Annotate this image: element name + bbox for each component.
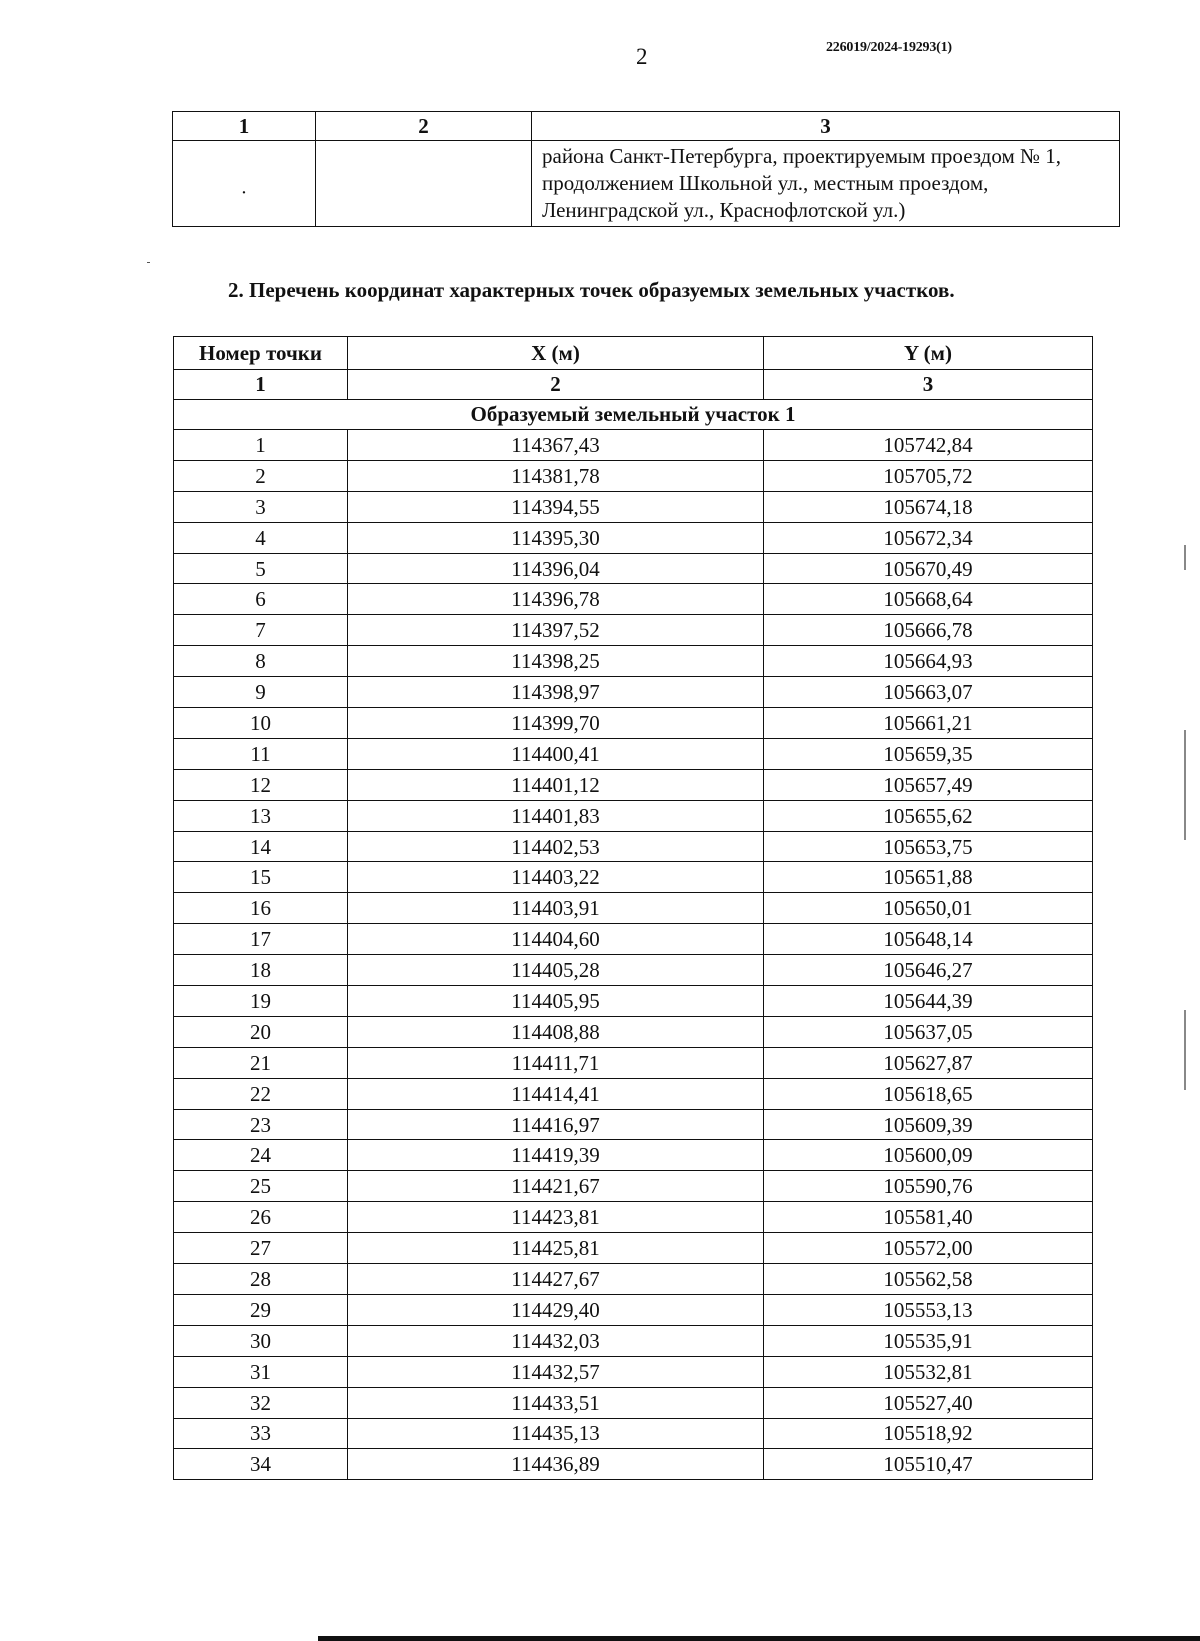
table-row <box>174 1109 1093 1140</box>
plot-title-row <box>174 400 1093 430</box>
scan-edge-mark <box>1184 545 1186 570</box>
table-row <box>174 553 1093 584</box>
x-coordinate-cell: 114402,53 <box>348 831 764 862</box>
x-coordinate-cell: 114411,71 <box>348 1047 764 1078</box>
point-number-cell: 13 <box>174 800 348 831</box>
document-code: 226019/2024-19293(1) <box>826 40 952 55</box>
continuation-text: района Санкт-Петербурга, проектируемым проездом № 1, продолжением Школьной ул., местным проездом, Ленинградской ул., Краснофлотской ул.) <box>532 141 1120 227</box>
y-coordinate-cell: 105659,35 <box>764 738 1093 769</box>
column-index-1: 1 <box>174 370 348 400</box>
header-x: X (м) <box>348 337 764 370</box>
empty-cell <box>316 141 532 227</box>
header-row <box>174 337 1093 370</box>
table-row <box>174 491 1093 522</box>
y-coordinate-cell: 105646,27 <box>764 955 1093 986</box>
point-number-cell: 25 <box>174 1171 348 1202</box>
scan-edge-mark <box>1184 730 1186 840</box>
table-row <box>174 862 1093 893</box>
y-coordinate-cell: 105562,58 <box>764 1264 1093 1295</box>
table-row <box>174 460 1093 491</box>
point-number-cell: 22 <box>174 1078 348 1109</box>
y-coordinate-cell: 105644,39 <box>764 986 1093 1017</box>
column-index-2: 2 <box>316 112 532 141</box>
x-coordinate-cell: 114403,22 <box>348 862 764 893</box>
x-coordinate-cell: 114403,91 <box>348 893 764 924</box>
y-coordinate-cell: 105670,49 <box>764 553 1093 584</box>
x-coordinate-cell: 114396,04 <box>348 553 764 584</box>
y-coordinate-cell: 105581,40 <box>764 1202 1093 1233</box>
table-row <box>174 1449 1093 1480</box>
table-row <box>174 430 1093 461</box>
x-coordinate-cell: 114408,88 <box>348 1016 764 1047</box>
table-row <box>174 584 1093 615</box>
empty-cell: · <box>173 141 316 227</box>
point-number-cell: 8 <box>174 646 348 677</box>
point-number-cell: 11 <box>174 738 348 769</box>
table-row <box>174 769 1093 800</box>
x-coordinate-cell: 114416,97 <box>348 1109 764 1140</box>
x-coordinate-cell: 114433,51 <box>348 1387 764 1418</box>
section-heading: 2. Перечень координат характерных точек образуемых земельных участков. <box>228 278 955 302</box>
table-row <box>174 1387 1093 1418</box>
point-number-cell: 28 <box>174 1264 348 1295</box>
column-index-row <box>174 370 1093 400</box>
margin-mark <box>147 262 150 263</box>
y-coordinate-cell: 105637,05 <box>764 1016 1093 1047</box>
y-coordinate-cell: 105627,87 <box>764 1047 1093 1078</box>
table-row <box>174 738 1093 769</box>
table-row <box>174 986 1093 1017</box>
scan-edge-mark <box>1184 1010 1186 1090</box>
x-coordinate-cell: 114381,78 <box>348 460 764 491</box>
y-coordinate-cell: 105572,00 <box>764 1233 1093 1264</box>
point-number-cell: 14 <box>174 831 348 862</box>
point-number-cell: 27 <box>174 1233 348 1264</box>
table-row <box>174 1202 1093 1233</box>
x-coordinate-cell: 114405,95 <box>348 986 764 1017</box>
point-number-cell: 1 <box>174 430 348 461</box>
y-coordinate-cell: 105672,34 <box>764 522 1093 553</box>
table-row <box>174 1294 1093 1325</box>
table-row <box>174 1078 1093 1109</box>
y-coordinate-cell: 105666,78 <box>764 615 1093 646</box>
x-coordinate-cell: 114419,39 <box>348 1140 764 1171</box>
x-coordinate-cell: 114394,55 <box>348 491 764 522</box>
page-number: 2 <box>636 44 648 69</box>
x-coordinate-cell: 114398,97 <box>348 677 764 708</box>
x-coordinate-cell: 114400,41 <box>348 738 764 769</box>
column-index-3: 3 <box>764 370 1093 400</box>
point-number-cell: 19 <box>174 986 348 1017</box>
point-number-cell: 31 <box>174 1356 348 1387</box>
x-coordinate-cell: 114425,81 <box>348 1233 764 1264</box>
x-coordinate-cell: 114435,13 <box>348 1418 764 1449</box>
continuation-table <box>172 111 1120 227</box>
continuation-row <box>173 141 1120 227</box>
x-coordinate-cell: 114436,89 <box>348 1449 764 1480</box>
y-coordinate-cell: 105518,92 <box>764 1418 1093 1449</box>
y-coordinate-cell: 105590,76 <box>764 1171 1093 1202</box>
point-number-cell: 20 <box>174 1016 348 1047</box>
table-row <box>174 646 1093 677</box>
x-coordinate-cell: 114397,52 <box>348 615 764 646</box>
y-coordinate-cell: 105674,18 <box>764 491 1093 522</box>
table-row <box>174 1356 1093 1387</box>
table-row <box>174 708 1093 739</box>
point-number-cell: 24 <box>174 1140 348 1171</box>
y-coordinate-cell: 105553,13 <box>764 1294 1093 1325</box>
x-coordinate-cell: 114414,41 <box>348 1078 764 1109</box>
point-number-cell: 33 <box>174 1418 348 1449</box>
y-coordinate-cell: 105655,62 <box>764 800 1093 831</box>
point-number-cell: 16 <box>174 893 348 924</box>
point-number-cell: 6 <box>174 584 348 615</box>
x-coordinate-cell: 114432,03 <box>348 1325 764 1356</box>
point-number-cell: 34 <box>174 1449 348 1480</box>
x-coordinate-cell: 114395,30 <box>348 522 764 553</box>
x-coordinate-cell: 114421,67 <box>348 1171 764 1202</box>
point-number-cell: 9 <box>174 677 348 708</box>
point-number-cell: 17 <box>174 924 348 955</box>
point-number-cell: 7 <box>174 615 348 646</box>
point-number-cell: 23 <box>174 1109 348 1140</box>
x-coordinate-cell: 114405,28 <box>348 955 764 986</box>
x-coordinate-cell: 114427,67 <box>348 1264 764 1295</box>
x-coordinate-cell: 114398,25 <box>348 646 764 677</box>
y-coordinate-cell: 105664,93 <box>764 646 1093 677</box>
y-coordinate-cell: 105653,75 <box>764 831 1093 862</box>
header-point-number: Номер точки <box>174 337 348 370</box>
y-coordinate-cell: 105651,88 <box>764 862 1093 893</box>
point-number-cell: 3 <box>174 491 348 522</box>
y-coordinate-cell: 105705,72 <box>764 460 1093 491</box>
y-coordinate-cell: 105668,64 <box>764 584 1093 615</box>
point-number-cell: 18 <box>174 955 348 986</box>
point-number-cell: 32 <box>174 1387 348 1418</box>
y-coordinate-cell: 105535,91 <box>764 1325 1093 1356</box>
y-coordinate-cell: 105600,09 <box>764 1140 1093 1171</box>
plot-title: Образуемый земельный участок 1 <box>174 400 1093 430</box>
y-coordinate-cell: 105742,84 <box>764 430 1093 461</box>
y-coordinate-cell: 105532,81 <box>764 1356 1093 1387</box>
y-coordinate-cell: 105648,14 <box>764 924 1093 955</box>
table-row <box>174 893 1093 924</box>
table-row <box>174 800 1093 831</box>
point-number-cell: 5 <box>174 553 348 584</box>
point-number-cell: 10 <box>174 708 348 739</box>
table-row <box>174 677 1093 708</box>
table-row <box>174 1264 1093 1295</box>
x-coordinate-cell: 114404,60 <box>348 924 764 955</box>
table-row <box>174 924 1093 955</box>
y-coordinate-cell: 105618,65 <box>764 1078 1093 1109</box>
y-coordinate-cell: 105510,47 <box>764 1449 1093 1480</box>
y-coordinate-cell: 105527,40 <box>764 1387 1093 1418</box>
table-row <box>174 615 1093 646</box>
point-number-cell: 21 <box>174 1047 348 1078</box>
point-number-cell: 29 <box>174 1294 348 1325</box>
x-coordinate-cell: 114432,57 <box>348 1356 764 1387</box>
x-coordinate-cell: 114396,78 <box>348 584 764 615</box>
table-row <box>174 1233 1093 1264</box>
point-number-cell: 15 <box>174 862 348 893</box>
y-coordinate-cell: 105663,07 <box>764 677 1093 708</box>
x-coordinate-cell: 114401,12 <box>348 769 764 800</box>
x-coordinate-cell: 114401,83 <box>348 800 764 831</box>
header-y: Y (м) <box>764 337 1093 370</box>
table-row <box>174 1140 1093 1171</box>
table-row <box>174 831 1093 862</box>
table-row <box>174 1171 1093 1202</box>
column-index-1: 1 <box>173 112 316 141</box>
x-coordinate-cell: 114423,81 <box>348 1202 764 1233</box>
point-number-cell: 2 <box>174 460 348 491</box>
table-row <box>174 1325 1093 1356</box>
y-coordinate-cell: 105661,21 <box>764 708 1093 739</box>
table-row <box>174 1418 1093 1449</box>
y-coordinate-cell: 105609,39 <box>764 1109 1093 1140</box>
point-number-cell: 26 <box>174 1202 348 1233</box>
point-number-cell: 30 <box>174 1325 348 1356</box>
column-index-row <box>173 112 1120 141</box>
point-number-cell: 12 <box>174 769 348 800</box>
column-index-2: 2 <box>348 370 764 400</box>
table-row <box>174 1047 1093 1078</box>
x-coordinate-cell: 114429,40 <box>348 1294 764 1325</box>
column-index-3: 3 <box>532 112 1120 141</box>
scan-bottom-edge <box>318 1636 1200 1641</box>
x-coordinate-cell: 114367,43 <box>348 430 764 461</box>
coordinates-table <box>173 336 1093 1480</box>
table-row <box>174 1016 1093 1047</box>
y-coordinate-cell: 105650,01 <box>764 893 1093 924</box>
point-number-cell: 4 <box>174 522 348 553</box>
x-coordinate-cell: 114399,70 <box>348 708 764 739</box>
table-row <box>174 955 1093 986</box>
table-row <box>174 522 1093 553</box>
y-coordinate-cell: 105657,49 <box>764 769 1093 800</box>
